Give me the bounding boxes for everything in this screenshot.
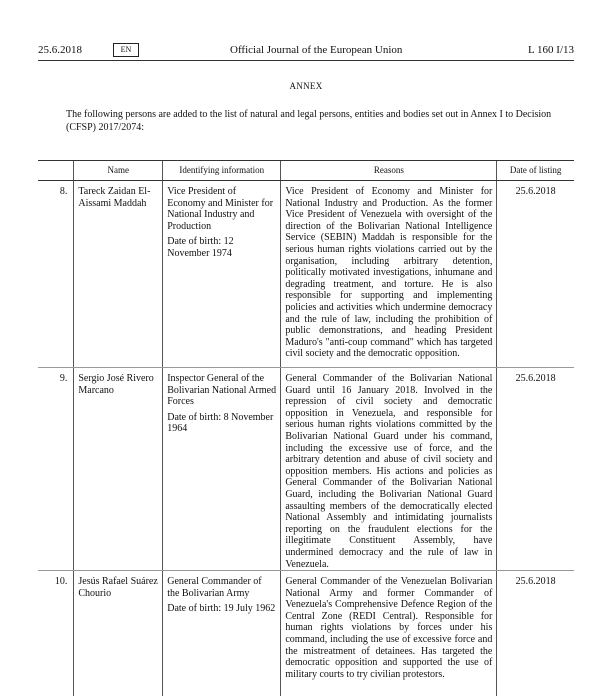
header-date: 25.6.2018 bbox=[38, 44, 82, 56]
reasons-text: General Commander of the Venezuelan Bolivarian National Army and former Commander of Venezuela's Comprehensive Defence Region of the Central Zone (REDI Central). Responsible for human rights violations by forces under his command, including the use of excessive force and the mistreatment of detainees. Has targeted the democratic opposition and supported the use of military courts to try civilian protestors. bbox=[281, 571, 497, 696]
reasons-text: General Commander of the Bolivarian National Guard until 16 January 2018. Involved in the repression of civil society and democratic opposition in Venezuela, and responsible for serious human rights violations committed by the Bolivarian National Guard under his command, including the excessive use of force, and the arbitrary detention and abuse of civil society and opposition members. His actions and policies as General Commander of the Bolivarian National Guard, including the Bolivarian National Guard assaulting members of the democratically elected National Assembly and intimidating journalists reporting on the fraudulent elections for the illegitimate Constituent Assembly, have undermined democracy and the rule of law in Venezuela. bbox=[281, 368, 497, 571]
row-number: 8. bbox=[38, 181, 74, 368]
header-name: Name bbox=[74, 161, 163, 181]
position: General Commander of the Bolivarian Army bbox=[167, 576, 262, 599]
date-of-listing: 25.6.2018 bbox=[497, 368, 574, 571]
position: Inspector General of the Bolivarian National Armed Forces bbox=[167, 373, 277, 408]
date-of-listing: 25.6.2018 bbox=[497, 181, 574, 368]
header-number bbox=[38, 161, 74, 181]
person-name: Sergio José Rivero Marcano bbox=[74, 368, 163, 571]
table-header-row bbox=[38, 161, 574, 181]
person-name: Tareck Zaidan El-Aissami Maddah bbox=[74, 181, 163, 368]
identifying-info bbox=[163, 181, 281, 368]
table-row bbox=[38, 571, 574, 696]
row-number: 10. bbox=[54, 576, 68, 588]
page-header bbox=[0, 0, 612, 56]
date-of-birth: Date of birth: 19 July 1962 bbox=[167, 603, 276, 615]
row-number: 9. bbox=[38, 368, 74, 571]
listing-table bbox=[38, 160, 574, 696]
identifying-info bbox=[163, 368, 281, 571]
annex-title: ANNEX bbox=[289, 81, 323, 91]
header-reasons: Reasons bbox=[281, 161, 497, 181]
journal-title: Official Journal of the European Union bbox=[230, 44, 403, 56]
header-date-of-listing: Date of listing bbox=[497, 161, 574, 181]
person-name: Jesús Rafael Suárez Chourio bbox=[74, 571, 163, 696]
header-divider bbox=[38, 60, 574, 61]
reasons-text: Vice President of Economy and Minister for National Industry and Production. As the former Vice President of Venezuela with oversight of the direction of the Bolivarian National Intelligence Service (SEBIN) Maddah is responsible for the serious human rights violations carried out by the organisation, including arbitrary detention, politically motivated investigations, inhumane and degrading treatment, and torture. He is also responsible for supporting and implementing policies and activities which undermine democracy and the rule of law, including the prohibition of public demonstrations, and heading President Maduro's "anti-coup command" which has targeted civil society and the democratic opposition. bbox=[281, 181, 497, 368]
table-row bbox=[38, 181, 574, 368]
language-badge: EN bbox=[113, 43, 139, 57]
header-identifying: Identifying information bbox=[163, 161, 281, 181]
date-of-birth: Date of birth: 8 November 1964 bbox=[167, 411, 274, 435]
position: Vice President of Economy and Minister for National Industry and Production bbox=[167, 186, 274, 232]
table-row bbox=[38, 368, 574, 571]
date-of-listing: 25.6.2018 bbox=[497, 571, 574, 696]
page-reference: L 160 I/13 bbox=[528, 44, 575, 56]
intro-paragraph: The following persons are added to the list of natural and legal persons, entities and bodies set out in Annex I to Decision (CFSP) 2017/2074: bbox=[66, 109, 552, 133]
date-of-birth: Date of birth: 12 November 1974 bbox=[167, 236, 234, 259]
identifying-info bbox=[163, 571, 281, 696]
